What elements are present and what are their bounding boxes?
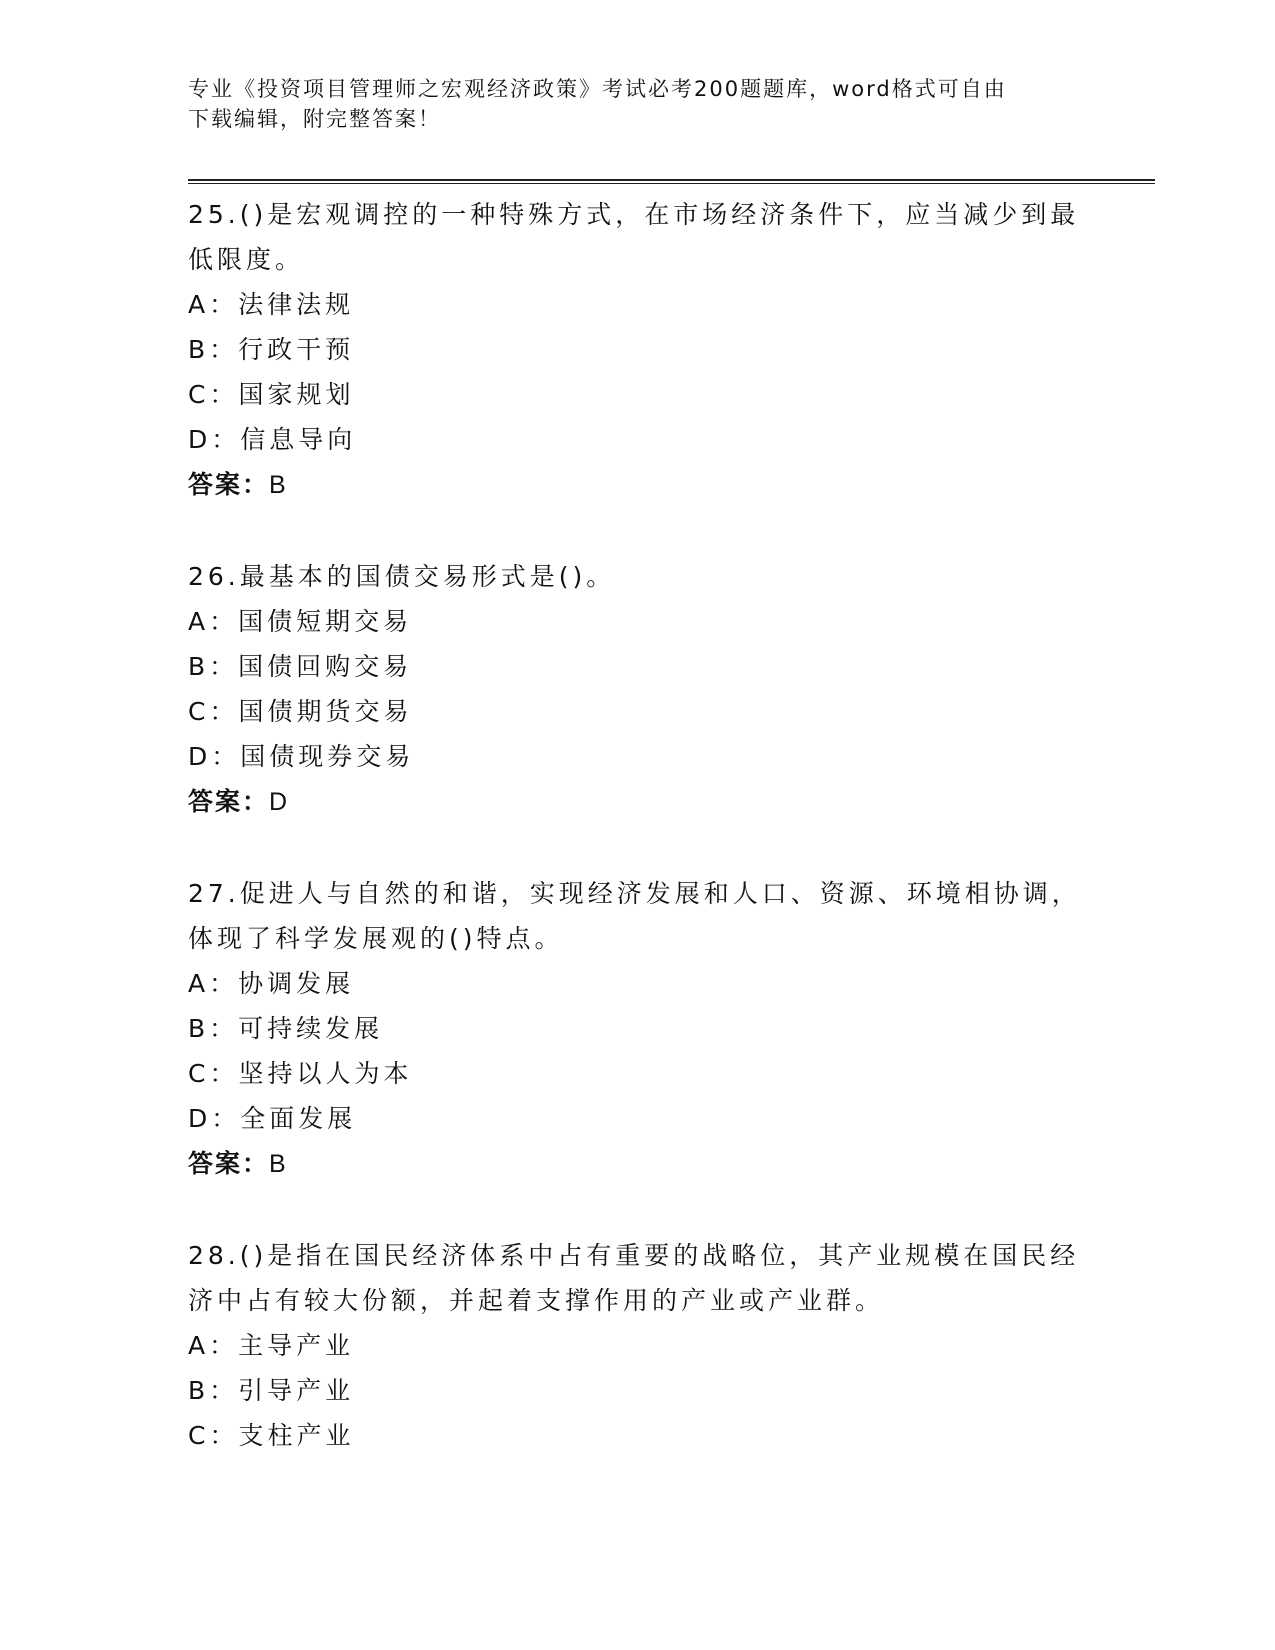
header-line-1: 专业《投资项目管理师之宏观经济政策》考试必考200题题库，word格式可自由 [188, 77, 1007, 101]
answer-value: B [269, 1150, 286, 1178]
question-stem: 25.()是宏观调控的一种特殊方式，在市场经济条件下，应当减少到最低限度。 [188, 200, 1080, 274]
question-27 [188, 871, 1088, 1187]
answer-label: 答案： [188, 470, 270, 499]
question-list [188, 192, 1088, 1504]
option-c: C：国家规划 [188, 380, 355, 409]
option-a: A：协调发展 [188, 969, 355, 998]
answer-value: D [269, 788, 288, 816]
option-c: C：支柱产业 [188, 1421, 355, 1450]
option-b: B：国债回购交易 [188, 652, 413, 681]
option-a: A：法律法规 [188, 290, 355, 319]
answer-value: B [269, 471, 286, 499]
option-d: D：信息导向 [188, 425, 357, 454]
answer-line [188, 1141, 1088, 1187]
question-stem: 27.促进人与自然的和谐，实现经济发展和人口、资源、环境相协调，体现了科学发展观的()特点。 [188, 879, 1081, 953]
option-d: D：国债现券交易 [188, 742, 415, 771]
option-a: A：国债短期交易 [188, 607, 413, 636]
answer-line [188, 462, 1088, 508]
document-header [188, 74, 1068, 134]
question-25 [188, 192, 1088, 508]
question-stem: 26.最基本的国债交易形式是()。 [188, 562, 616, 591]
option-b: B：引导产业 [188, 1376, 355, 1405]
option-a: A：主导产业 [188, 1331, 355, 1360]
answer-label: 答案： [188, 787, 270, 816]
option-b: B：可持续发展 [188, 1014, 384, 1043]
option-d: D：全面发展 [188, 1104, 357, 1133]
question-stem: 28.()是指在国民经济体系中占有重要的战略位，其产业规模在国民经济中占有较大份额，并起着支撑作用的产业或产业群。 [188, 1241, 1080, 1315]
option-c: C：国债期货交易 [188, 697, 413, 726]
option-b: B：行政干预 [188, 335, 355, 364]
option-c: C：坚持以人为本 [188, 1059, 413, 1088]
question-26 [188, 554, 1088, 825]
question-28 [188, 1233, 1088, 1458]
header-divider-thick [188, 179, 1155, 181]
answer-line [188, 779, 1088, 825]
answer-label: 答案： [188, 1149, 270, 1178]
header-divider-thin [188, 183, 1155, 184]
header-line-2: 下载编辑，附完整答案！ [188, 107, 441, 131]
